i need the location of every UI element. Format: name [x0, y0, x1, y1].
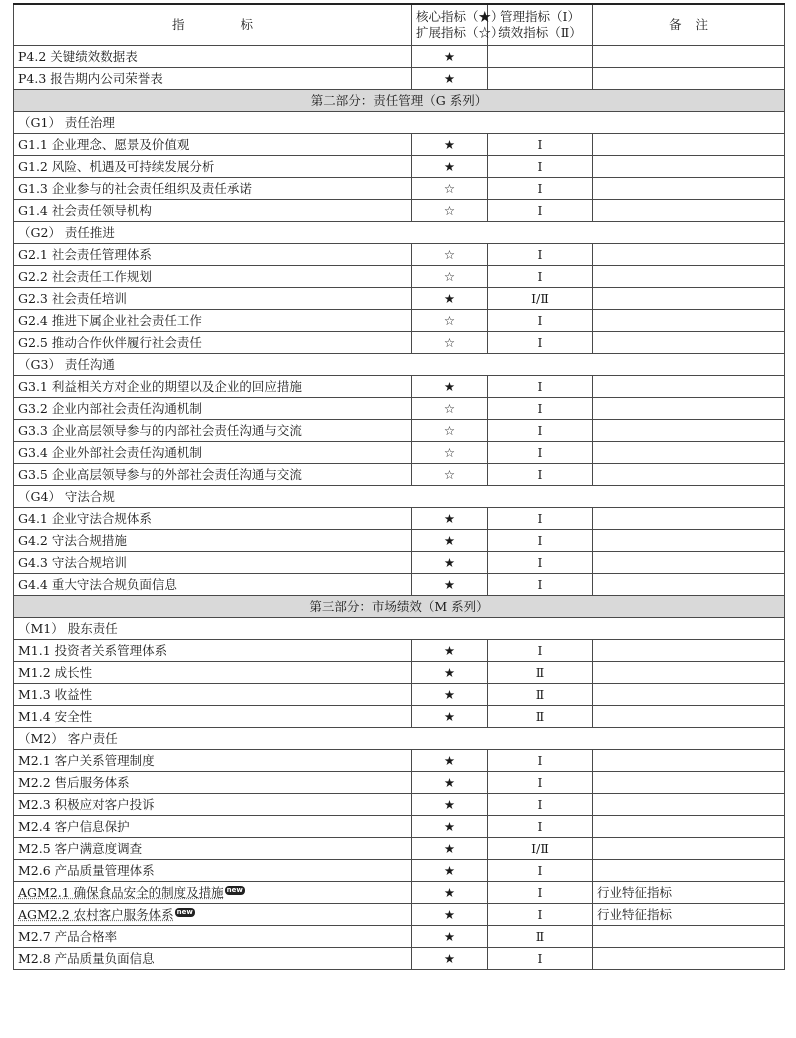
indicator-name-cell	[14, 134, 412, 156]
indicator-type-cell: Ⅰ	[488, 816, 593, 838]
indicator-table	[13, 3, 785, 970]
indicator-name-cell	[14, 882, 412, 904]
core-indicator-cell: ★	[412, 794, 488, 816]
indicator-name-cell	[14, 266, 412, 288]
indicator-name: M2.7 产品合格率	[18, 929, 118, 944]
core-indicator-cell: ★	[412, 926, 488, 948]
indicator-name: G1.2 风险、机遇及可持续发展分析	[18, 159, 215, 174]
indicator-type-cell: Ⅰ	[488, 882, 593, 904]
indicator-name: M1.1 投资者关系管理体系	[18, 643, 168, 658]
indicator-name-cell	[14, 948, 412, 970]
indicator-name: G3.2 企业内部社会责任沟通机制	[18, 401, 202, 416]
indicator-type-cell: Ⅰ	[488, 156, 593, 178]
indicator-name: G2.3 社会责任培训	[18, 291, 127, 306]
table-body	[14, 46, 785, 970]
note-cell	[593, 266, 785, 288]
indicator-name-cell	[14, 706, 412, 728]
table-row	[14, 926, 785, 948]
indicator-type-cell: Ⅰ/Ⅱ	[488, 288, 593, 310]
indicator-type-cell: Ⅰ	[488, 750, 593, 772]
core-indicator-cell: ★	[412, 376, 488, 398]
note-cell	[593, 816, 785, 838]
core-indicator-cell: ☆	[412, 178, 488, 200]
note-cell	[593, 442, 785, 464]
indicator-type-cell: Ⅰ	[488, 310, 593, 332]
table-row	[14, 816, 785, 838]
note-cell	[593, 662, 785, 684]
indicator-name-cell	[14, 156, 412, 178]
indicator-type-cell: Ⅰ	[488, 574, 593, 596]
indicator-name: G2.5 推动合作伙伴履行社会责任	[18, 335, 202, 350]
table-row	[14, 882, 785, 904]
note-cell	[593, 288, 785, 310]
indicator-type-cell	[488, 46, 593, 68]
section-row	[14, 596, 785, 618]
indicator-name-cell	[14, 420, 412, 442]
indicator-type-cell: Ⅰ	[488, 200, 593, 222]
indicator-name: G1.4 社会责任领导机构	[18, 203, 152, 218]
indicator-name-cell	[14, 904, 412, 926]
indicator-name: P4.3 报告期内公司荣誉表	[18, 71, 163, 86]
indicator-name: G3.1 利益相关方对企业的期望以及企业的回应措施	[18, 379, 302, 394]
core-indicator-cell: ☆	[412, 398, 488, 420]
indicator-name-cell	[14, 442, 412, 464]
indicator-type-cell: Ⅰ	[488, 860, 593, 882]
core-indicator-cell: ★	[412, 772, 488, 794]
indicator-name-cell	[14, 750, 412, 772]
table-row	[14, 156, 785, 178]
table-row	[14, 948, 785, 970]
core-indicator-cell: ☆	[412, 310, 488, 332]
new-badge: new	[226, 885, 243, 894]
indicator-name-cell	[14, 46, 412, 68]
indicator-name: G3.4 企业外部社会责任沟通机制	[18, 445, 202, 460]
indicator-name: M1.4 安全性	[18, 709, 93, 724]
header-indicator: 指 标	[14, 4, 412, 46]
indicator-name: G2.2 社会责任工作规划	[18, 269, 152, 284]
indicator-type-cell: Ⅰ	[488, 420, 593, 442]
indicator-name: G4.1 企业守法合规体系	[18, 511, 152, 526]
indicator-name-cell	[14, 684, 412, 706]
core-indicator-cell: ☆	[412, 266, 488, 288]
indicator-name: G4.3 守法合规培训	[18, 555, 127, 570]
core-indicator-cell: ☆	[412, 420, 488, 442]
indicator-name: G3.3 企业高层领导参与的内部社会责任沟通与交流	[18, 423, 302, 438]
note-cell	[593, 860, 785, 882]
indicator-type-cell: Ⅰ	[488, 640, 593, 662]
indicator-name: P4.2 关键绩效数据表	[18, 49, 138, 64]
note-cell	[593, 750, 785, 772]
note-cell	[593, 178, 785, 200]
indicator-name-cell	[14, 200, 412, 222]
note-cell	[593, 200, 785, 222]
indicator-name-cell	[14, 816, 412, 838]
note-cell	[593, 156, 785, 178]
indicator-type-cell: Ⅰ	[488, 904, 593, 926]
indicator-name-cell	[14, 838, 412, 860]
indicator-name-cell	[14, 794, 412, 816]
indicator-type-cell: Ⅱ	[488, 684, 593, 706]
note-cell	[593, 310, 785, 332]
core-indicator-cell: ☆	[412, 332, 488, 354]
core-indicator-cell: ★	[412, 904, 488, 926]
group-row	[14, 728, 785, 750]
table-row	[14, 530, 785, 552]
core-indicator-cell: ★	[412, 574, 488, 596]
group-row	[14, 486, 785, 508]
note-cell	[593, 926, 785, 948]
table-row	[14, 134, 785, 156]
note-cell	[593, 420, 785, 442]
indicator-type-cell: Ⅰ	[488, 530, 593, 552]
group-title: （G3） 责任沟通	[14, 354, 785, 376]
group-title: （G1） 责任治理	[14, 112, 785, 134]
note-cell	[593, 68, 785, 90]
indicator-type-cell: Ⅰ	[488, 398, 593, 420]
indicator-type-cell: Ⅰ	[488, 464, 593, 486]
group-row	[14, 354, 785, 376]
indicator-name: M2.1 客户关系管理制度	[18, 753, 155, 768]
indicator-name: M1.3 收益性	[18, 687, 93, 702]
table-row	[14, 332, 785, 354]
indicator-type-cell: Ⅰ	[488, 552, 593, 574]
indicator-type-cell: Ⅱ	[488, 706, 593, 728]
note-cell	[593, 508, 785, 530]
indicator-name: M2.6 产品质量管理体系	[18, 863, 155, 878]
note-cell	[593, 684, 785, 706]
indicator-name-cell	[14, 398, 412, 420]
core-indicator-cell: ★	[412, 706, 488, 728]
core-indicator-cell: ★	[412, 860, 488, 882]
indicator-type-cell: Ⅰ	[488, 376, 593, 398]
core-indicator-cell: ★	[412, 552, 488, 574]
indicator-name: M1.2 成长性	[18, 665, 93, 680]
core-indicator-cell: ★	[412, 662, 488, 684]
table-row	[14, 46, 785, 68]
note-cell	[593, 464, 785, 486]
section-row	[14, 90, 785, 112]
table-row	[14, 244, 785, 266]
group-title: （M2） 客户责任	[14, 728, 785, 750]
header-row	[14, 4, 785, 46]
table-row	[14, 838, 785, 860]
indicator-name: G1.3 企业参与的社会责任组织及责任承诺	[18, 181, 252, 196]
table-row	[14, 772, 785, 794]
table-row	[14, 310, 785, 332]
core-indicator-cell: ★	[412, 838, 488, 860]
core-indicator-cell: ★	[412, 288, 488, 310]
indicator-name-cell	[14, 376, 412, 398]
note-cell	[593, 948, 785, 970]
section-title: 第二部分：责任管理（G 系列）	[14, 90, 785, 112]
table-row	[14, 442, 785, 464]
group-title: （M1） 股东责任	[14, 618, 785, 640]
indicator-name-cell	[14, 662, 412, 684]
indicator-type-cell: Ⅰ	[488, 178, 593, 200]
indicator-name-cell	[14, 926, 412, 948]
note-cell: 行业特征指标	[593, 882, 785, 904]
core-indicator-cell: ★	[412, 640, 488, 662]
indicator-name-cell	[14, 508, 412, 530]
indicator-type-cell: Ⅰ	[488, 332, 593, 354]
indicator-name: G4.4 重大守法合规负面信息	[18, 577, 177, 592]
core-indicator-cell: ★	[412, 134, 488, 156]
header-management-performance: 管理指标（Ⅰ） 绩效指标（Ⅱ）	[488, 4, 593, 46]
table-row	[14, 200, 785, 222]
indicator-name-cell	[14, 178, 412, 200]
core-indicator-cell: ☆	[412, 464, 488, 486]
indicator-name: G3.5 企业高层领导参与的外部社会责任沟通与交流	[18, 467, 302, 482]
core-indicator-cell: ★	[412, 948, 488, 970]
core-indicator-cell: ★	[412, 530, 488, 552]
note-cell: 行业特征指标	[593, 904, 785, 926]
core-indicator-cell: ★	[412, 750, 488, 772]
indicator-name: G2.1 社会责任管理体系	[18, 247, 152, 262]
section-title: 第三部分：市场绩效（M 系列）	[14, 596, 785, 618]
indicator-type-cell: Ⅱ	[488, 662, 593, 684]
indicator-type-cell: Ⅰ/Ⅱ	[488, 838, 593, 860]
indicator-name: G2.4 推进下属企业社会责任工作	[18, 313, 202, 328]
indicator-name: M2.8 产品质量负面信息	[18, 951, 155, 966]
header-core-extended: 核心指标（★） 扩展指标（☆）	[412, 4, 488, 46]
core-indicator-cell: ★	[412, 156, 488, 178]
table-row	[14, 684, 785, 706]
core-indicator-cell: ☆	[412, 244, 488, 266]
indicator-type-cell: Ⅰ	[488, 948, 593, 970]
indicator-name-cell	[14, 244, 412, 266]
note-cell	[593, 794, 785, 816]
indicator-name-cell	[14, 332, 412, 354]
new-badge: new	[176, 907, 193, 916]
note-cell	[593, 376, 785, 398]
table-row	[14, 508, 785, 530]
note-cell	[593, 552, 785, 574]
indicator-name-cell	[14, 860, 412, 882]
note-cell	[593, 134, 785, 156]
indicator-name-cell	[14, 574, 412, 596]
indicator-name-cell	[14, 552, 412, 574]
indicator-name-cell	[14, 288, 412, 310]
indicator-name-cell	[14, 464, 412, 486]
table-row	[14, 662, 785, 684]
note-cell	[593, 530, 785, 552]
table-row	[14, 376, 785, 398]
indicator-name: M2.3 积极应对客户投诉	[18, 797, 155, 812]
indicator-name: M2.4 客户信息保护	[18, 819, 130, 834]
indicator-type-cell: Ⅰ	[488, 442, 593, 464]
table-row	[14, 706, 785, 728]
indicator-type-cell: Ⅰ	[488, 266, 593, 288]
table-row	[14, 178, 785, 200]
table-row	[14, 860, 785, 882]
indicator-type-cell: Ⅰ	[488, 244, 593, 266]
indicator-type-cell: Ⅱ	[488, 926, 593, 948]
table-row	[14, 288, 785, 310]
indicator-name-cell	[14, 530, 412, 552]
table-row	[14, 464, 785, 486]
indicator-type-cell: Ⅰ	[488, 794, 593, 816]
table-row	[14, 398, 785, 420]
indicator-type-cell	[488, 68, 593, 90]
indicator-name-cell	[14, 68, 412, 90]
note-cell	[593, 838, 785, 860]
note-cell	[593, 398, 785, 420]
core-indicator-cell: ☆	[412, 442, 488, 464]
core-indicator-cell: ☆	[412, 200, 488, 222]
indicator-name: G1.1 企业理念、愿景及价值观	[18, 137, 190, 152]
table-row	[14, 750, 785, 772]
indicator-type-cell: Ⅰ	[488, 134, 593, 156]
core-indicator-cell: ★	[412, 46, 488, 68]
note-cell	[593, 244, 785, 266]
core-indicator-cell: ★	[412, 68, 488, 90]
indicator-name: AGM2.1 确保食品安全的制度及措施	[18, 885, 224, 900]
table-row	[14, 552, 785, 574]
indicator-name-cell	[14, 640, 412, 662]
note-cell	[593, 332, 785, 354]
indicator-name: M2.5 客户满意度调查	[18, 841, 143, 856]
indicator-name: AGM2.2 农村客户服务体系	[18, 907, 174, 922]
indicator-name-cell	[14, 772, 412, 794]
group-row	[14, 112, 785, 134]
table-row	[14, 68, 785, 90]
indicator-name: M2.2 售后服务体系	[18, 775, 130, 790]
indicator-type-cell: Ⅰ	[488, 772, 593, 794]
indicator-type-cell: Ⅰ	[488, 508, 593, 530]
indicator-name: G4.2 守法合规措施	[18, 533, 127, 548]
group-title: （G2） 责任推进	[14, 222, 785, 244]
table-row	[14, 266, 785, 288]
group-title: （G4） 守法合规	[14, 486, 785, 508]
indicator-name-cell	[14, 310, 412, 332]
table-row	[14, 640, 785, 662]
header-note: 备 注	[593, 4, 785, 46]
core-indicator-cell: ★	[412, 684, 488, 706]
note-cell	[593, 574, 785, 596]
table-row	[14, 420, 785, 442]
group-row	[14, 222, 785, 244]
core-indicator-cell: ★	[412, 508, 488, 530]
core-indicator-cell: ★	[412, 816, 488, 838]
note-cell	[593, 772, 785, 794]
table-row	[14, 904, 785, 926]
group-row	[14, 618, 785, 640]
core-indicator-cell: ★	[412, 882, 488, 904]
note-cell	[593, 46, 785, 68]
note-cell	[593, 640, 785, 662]
note-cell	[593, 706, 785, 728]
table-row	[14, 794, 785, 816]
table-row	[14, 574, 785, 596]
